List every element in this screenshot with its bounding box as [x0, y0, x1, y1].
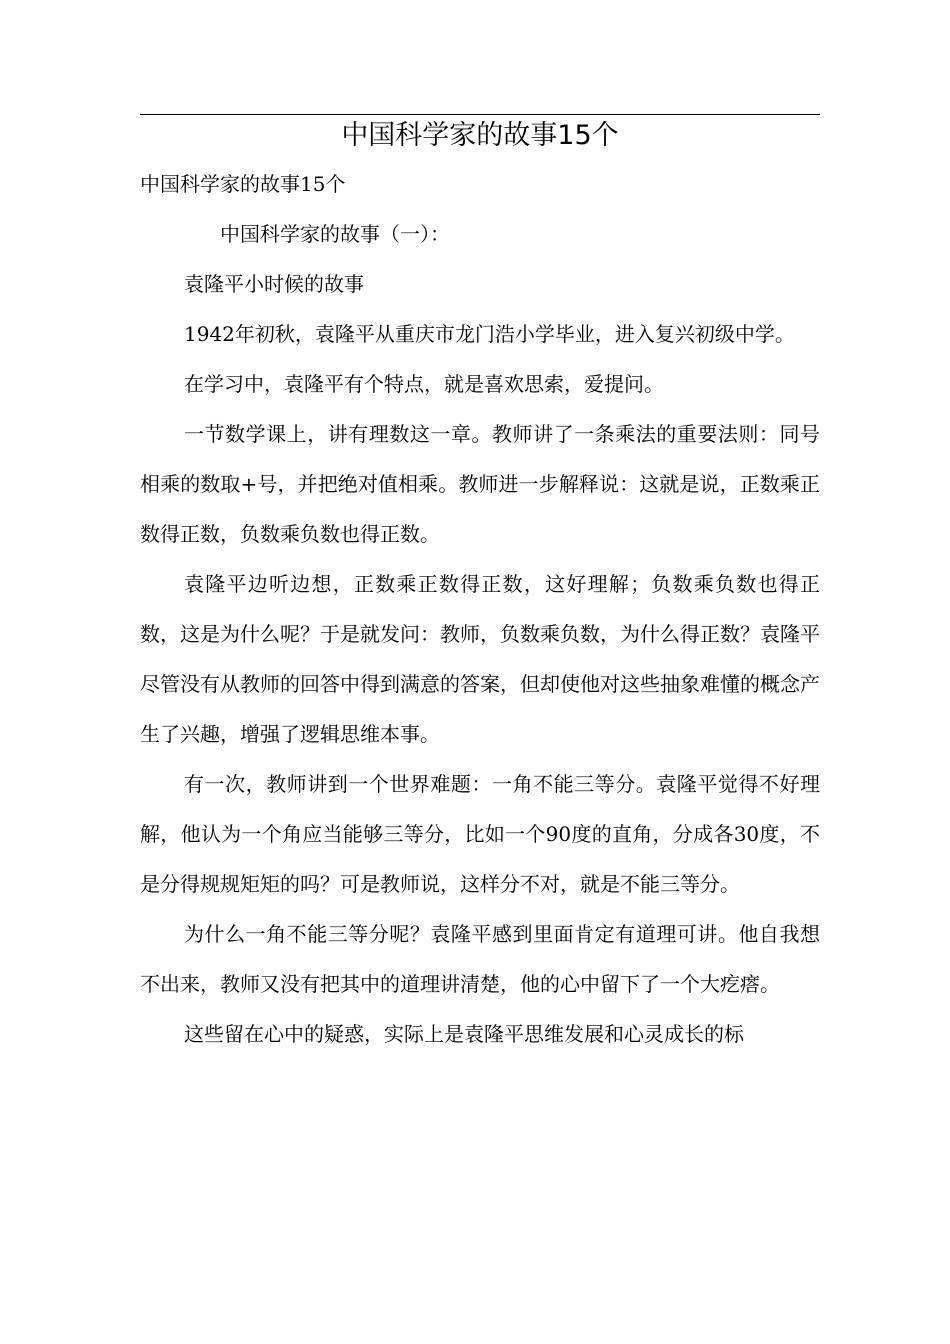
paragraph-1: 1942年初秋，袁隆平从重庆市龙门浩小学毕业，进入复兴初级中学。: [184, 322, 795, 346]
section-heading: 中国科学家的故事（一）：: [220, 222, 450, 246]
document-page: [140, 0, 820, 1344]
paragraph-2: 在学习中，袁隆平有个特点，就是喜欢思索，爱提问。: [184, 372, 664, 396]
subtitle-line: 中国科学家的故事15个: [140, 172, 346, 196]
document-body: [140, 159, 820, 1059]
paragraph-3: 一节数学课上，讲有理数这一章。教师讲了一条乘法的重要法则：同号相乘的数取+号，并把绝对值相乘。教师进一步解释说：这就是说，正数乘正数得正数，负数乘负数也得正数。: [140, 422, 820, 546]
paragraph-4: 袁隆平边听边想，正数乘正数得正数，这好理解；负数乘负数也得正数，这是为什么呢？于是就发问：教师，负数乘负数，为什么得正数？袁隆平尽管没有从教师的回答中得到满意的答案，但却使他对这些抽象难懂的概念产生了兴趣，增强了逻辑思维本事。: [140, 572, 820, 746]
paragraph-7: 这些留在心中的疑惑，实际上是袁隆平思维发展和心灵成长的标: [184, 1022, 744, 1046]
paragraph-6: 为什么一角不能三等分呢？袁隆平感到里面肯定有道理可讲。他自我想不出来，教师又没有把其中的道理讲清楚，他的心中留下了一个大疙瘩。: [140, 922, 820, 996]
story-title: 袁隆平小时候的故事: [184, 272, 364, 296]
paragraph-5: 有一次，教师讲到一个世界难题：一角不能三等分。袁隆平觉得不好理解，他认为一个角应当能够三等分，比如一个90度的直角，分成各30度，不是分得规规矩矩的吗？可是教师说，这样分不对，就是不能三等分。: [140, 772, 820, 896]
document-title: 中国科学家的故事15个: [341, 120, 619, 151]
header-rule: [140, 114, 820, 115]
